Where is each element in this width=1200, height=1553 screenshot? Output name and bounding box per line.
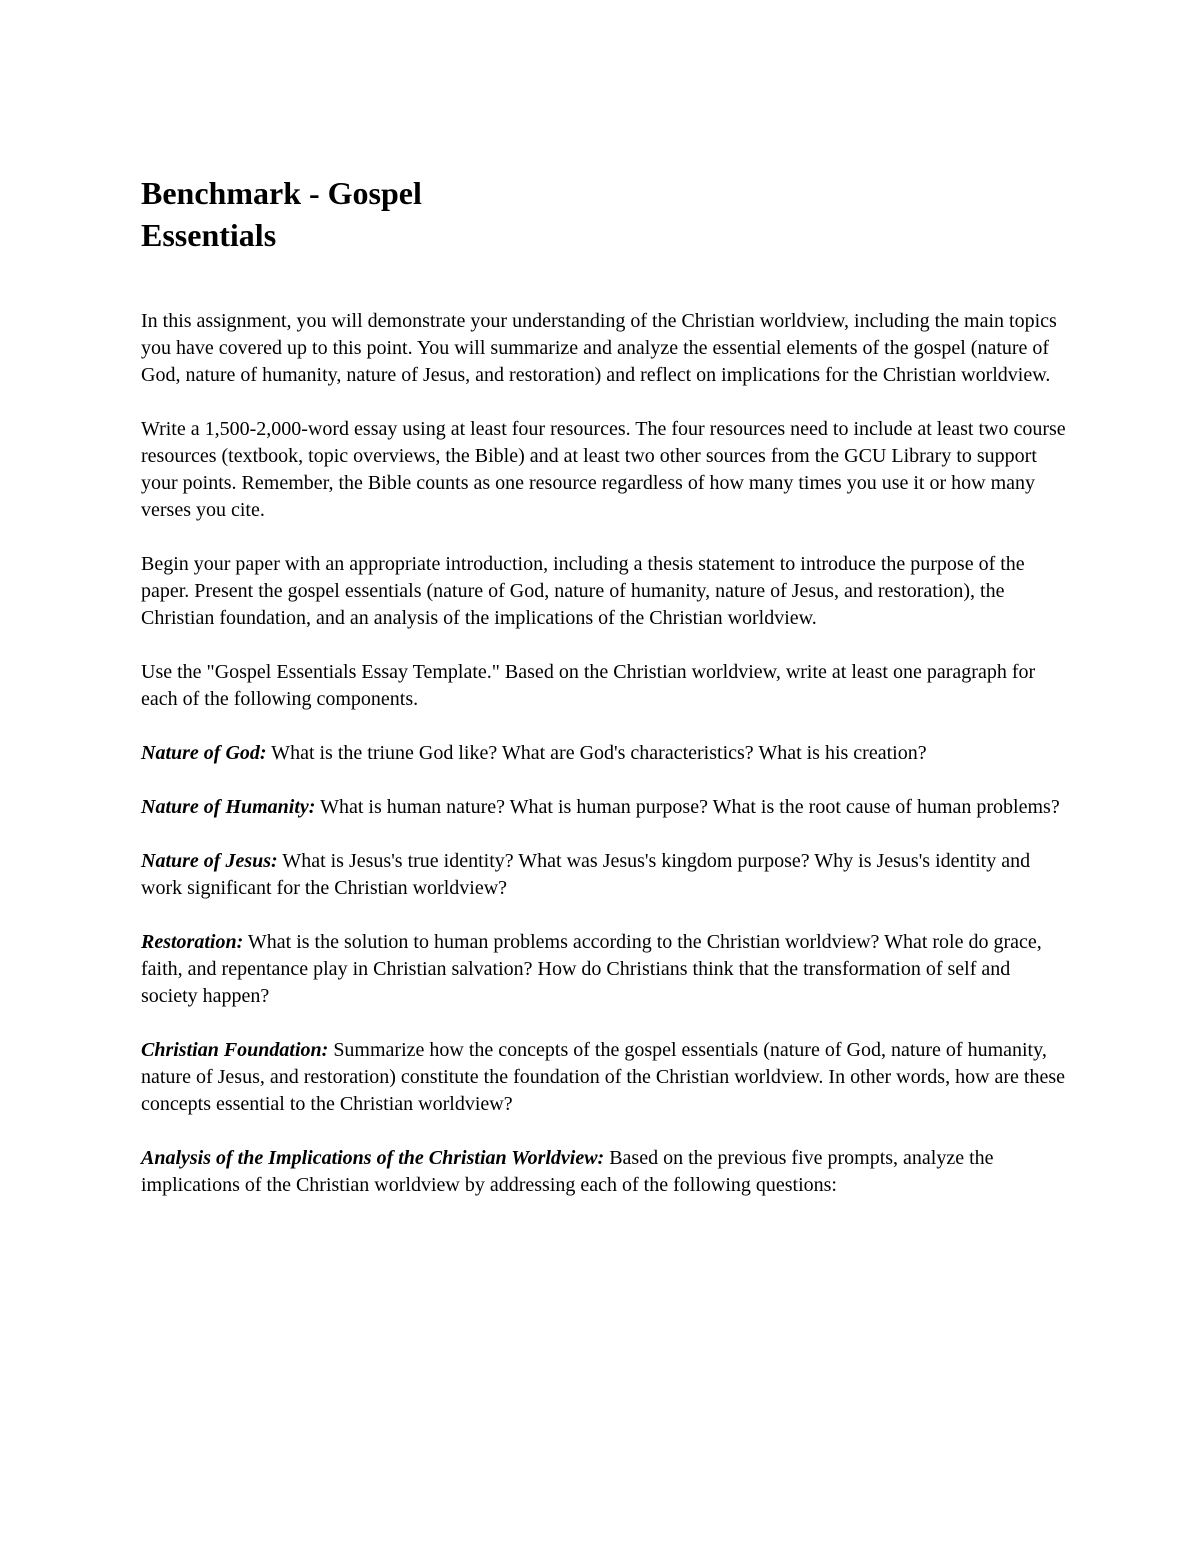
- document-title: [141, 172, 1071, 256]
- template-paragraph: Use the "Gospel Essentials Essay Template." Based on the Christian worldview, write at least one paragraph for each of the following components.: [141, 661, 1036, 710]
- component-text: Summarize how the concepts of the gospel essentials (nature of God, nature of humanity, nature of Jesus, and restoration) constitute the foundation of the Christian worldview. In other words, how are these concepts essential to the Christian worldview?: [141, 1039, 1066, 1115]
- structure-paragraph: Begin your paper with an appropriate introduction, including a thesis statement to introduce the purpose of the paper. Present the gospel essentials (nature of God, nature of humanity, nature of Jesus, and restoration), the Christian foundation, and an analysis of the implications of the Christian worldview.: [141, 553, 1025, 629]
- component-label: Nature of Humanity:: [141, 796, 316, 818]
- component-nature-of-jesus: [141, 848, 1071, 902]
- component-label: Nature of Jesus:: [141, 850, 278, 872]
- component-nature-of-god: [141, 740, 1071, 767]
- component-label: Christian Foundation:: [141, 1039, 329, 1061]
- component-restoration: [141, 929, 1071, 1010]
- component-text: What is Jesus's true identity? What was Jesus's kingdom purpose? Why is Jesus's identity and work significant for the Christian worldview?: [141, 850, 1031, 899]
- requirements-paragraph: Write a 1,500-2,000-word essay using at least four resources. The four resources need to include at least two course resources (textbook, topic overviews, the Bible) and at least two other sources from the GCU Library to support your points. Remember, the Bible counts as one resource regardless of how many times you use it or how many verses you cite.: [141, 418, 1066, 521]
- component-label: Restoration:: [141, 931, 244, 953]
- component-label: Nature of God:: [141, 742, 267, 764]
- component-label: Analysis of the Implications of the Christian Worldview:: [141, 1147, 605, 1169]
- component-nature-of-humanity: [141, 794, 1071, 821]
- component-text: What is the solution to human problems according to the Christian worldview? What role do grace, faith, and repentance play in Christian salvation? How do Christians think that the transformation of self and society happen?: [141, 931, 1042, 1007]
- title-line-1: Benchmark - Gospel: [141, 175, 422, 211]
- component-analysis-of-implications: [141, 1145, 1071, 1199]
- component-text: Based on the previous five prompts, analyze the implications of the Christian worldview by addressing each of the following questions:: [141, 1147, 994, 1196]
- intro-paragraph: In this assignment, you will demonstrate your understanding of the Christian worldview, including the main topics you have covered up to this point. You will summarize and analyze the essential elements of the gospel (nature of God, nature of humanity, nature of Jesus, and restoration) and reflect on implications for the Christian worldview.: [141, 310, 1057, 386]
- document-content: [141, 172, 1071, 1226]
- component-text: What is human nature? What is human purpose? What is the root cause of human problems?: [315, 796, 1060, 818]
- title-line-2: Essentials: [141, 217, 277, 253]
- component-christian-foundation: [141, 1037, 1071, 1118]
- component-text: What is the triune God like? What are God's characteristics? What is his creation?: [266, 742, 927, 764]
